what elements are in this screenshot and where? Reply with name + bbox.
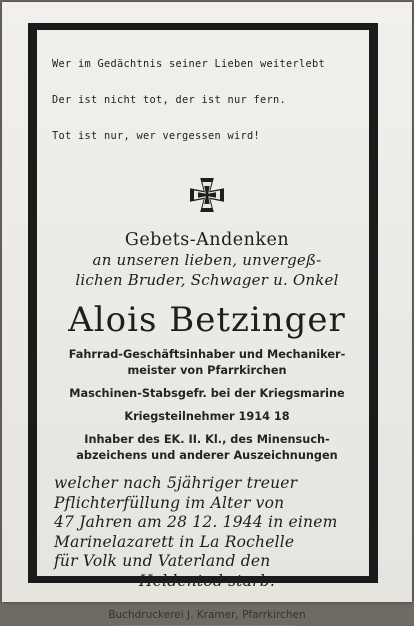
printer-imprint: Buchdruckerei J. Kramer, Pfarrkirchen	[108, 609, 306, 621]
awards	[48, 432, 366, 464]
death-notice	[54, 474, 360, 591]
dedication-line: an unseren lieben, unvergeß-	[92, 251, 322, 269]
death-line: 47 Jahren am 28 12. 1944 in einem	[54, 513, 338, 531]
awards-line: abzeichens und anderer Auszeichnungen	[76, 449, 338, 462]
card-content	[48, 34, 366, 621]
veteran-note: Kriegsteilnehmer 1914 18	[124, 410, 290, 423]
poem-line: Tot ist nur, wer vergessen wird!	[52, 130, 260, 142]
card-title: Gebets-Andenken	[124, 230, 290, 250]
dedication-line: lichen Bruder, Schwager u. Onkel	[75, 271, 339, 289]
occupation	[48, 347, 366, 379]
death-line: Heldentod starb.	[138, 571, 276, 590]
awards-line: Inhaber des EK. II. Kl., des Minensuch-	[84, 433, 330, 446]
occupation-line: meister von Pfarrkirchen	[127, 364, 287, 377]
poem-line: Der ist nicht tot, der ist nur fern.	[52, 94, 286, 106]
death-line: welcher nach 5jähriger treuer	[54, 474, 298, 492]
iron-cross-icon	[190, 178, 224, 212]
emblem	[48, 178, 366, 220]
death-line: Marinelazarett in La Rochelle	[54, 532, 295, 551]
memorial-card	[2, 2, 412, 621]
death-line: für Volk und Vaterland den	[54, 552, 271, 570]
occupation-line: Fahrrad-Geschäftsinhaber und Mechaniker-	[68, 348, 346, 361]
death-line: Pflichterfüllung im Alter von	[54, 493, 285, 512]
military-rank: Maschinen-Stabsgefr. bei der Kriegsmarine	[69, 387, 345, 400]
poem-line: Wer im Gedächtnis seiner Lieben weiterlebt	[52, 58, 325, 70]
deceased-name: Alois Betzinger	[68, 300, 346, 340]
memorial-poem	[52, 34, 366, 166]
